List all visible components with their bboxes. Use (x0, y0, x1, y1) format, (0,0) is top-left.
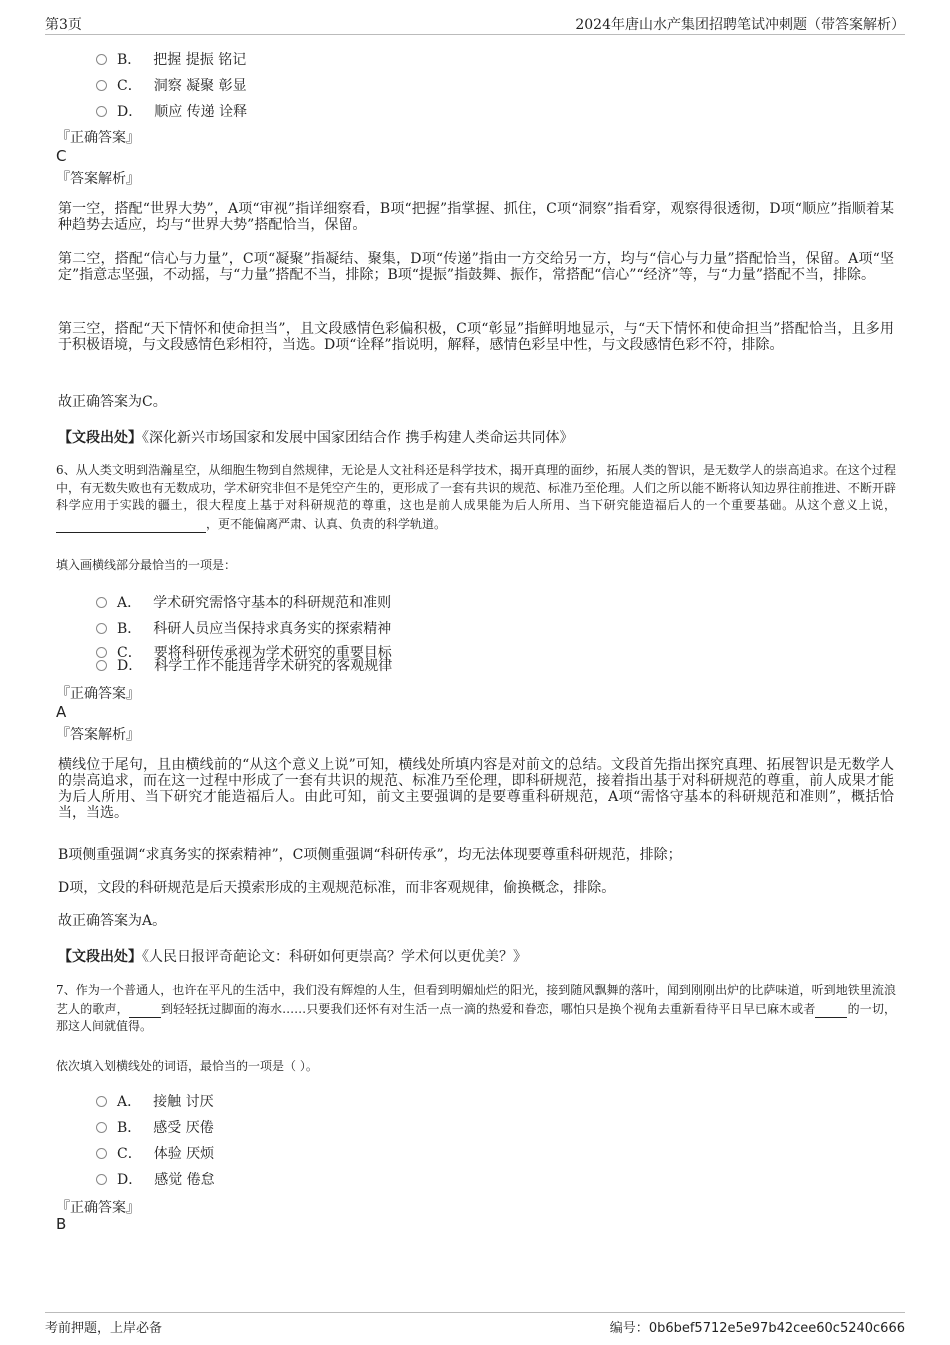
q7-option-c[interactable]: C． 体验 厌烦 (96, 1143, 214, 1163)
q6-analysis-p3: D项，文段的科研规范是后天摸索形成的主观规范标准，而非客观规律，偷换概念，排除。 (58, 880, 616, 896)
radio-icon[interactable] (96, 1148, 107, 1159)
q6-stem: 6、从人类文明到浩瀚星空，从细胞生物到自然规律，无论是人文社科还是科学技术，揭开真理的面纱，拓展人类的智识，是无数学人的崇高追求。在这个过程中，有无数失败也有无数成功，学术研究非但不是凭空产生的，更形成了一套有共识的规范、标准乃至伦理。人们之所以能不断将认知边界往前推进、不断开辟科学应用于实践的疆土，很大程度上基于对科研规范的尊重，这也是前人成果能为后人所用、当下研究能造福后人的一个重要基础。从这个意义上说， ，更不能偏离严肃、认真、负责的科学轨道。 (56, 462, 896, 533)
page-number: 第3页 (45, 17, 82, 33)
q6-option-c[interactable]: C． 要将科研传承视为学术研究的重要目标 (96, 642, 392, 662)
footer-code: 编号：0b6bef5712e5e97b42cee60c5240c666 (609, 1321, 905, 1336)
q5-analysis-label: 『答案解析』 (56, 171, 140, 187)
q6-blank (56, 515, 206, 534)
radio-icon[interactable] (96, 106, 107, 117)
radio-icon[interactable] (96, 660, 107, 671)
page-header (45, 12, 905, 35)
q5-answer-label: 『正确答案』 (56, 130, 140, 146)
q7-answer-label: 『正确答案』 (56, 1200, 140, 1216)
radio-icon[interactable] (96, 623, 107, 634)
q6-analysis-p4: 故正确答案为A。 (58, 913, 167, 929)
page-footer (45, 1312, 905, 1336)
q6-answer-label: 『正确答案』 (56, 686, 140, 702)
q7-option-a[interactable]: A． 接触 讨厌 (96, 1091, 214, 1111)
radio-icon[interactable] (96, 1174, 107, 1185)
q5-analysis-p2: 第二空，搭配“信心与力量”，C项“凝聚”指凝结、聚集，D项“传递”指由一方交给另一方，均与“信心与力量”搭配恰当，保留。A项“坚定”指意志坚强，不动摇，与“力量”搭配不当，排除；B项“提振”指鼓舞、振作，常搭配“信心”“经济”等，与“力量”搭配不当，排除。 (58, 251, 894, 283)
q6-answer: A (56, 703, 67, 721)
q6-option-b[interactable]: B． 科研人员应当保持求真务实的探索精神 (96, 618, 391, 638)
q5-analysis-p1: 第一空，搭配“世界大势”，A项“审视”指详细察看，B项“把握”指掌握、抓住，C项“洞察”指看穿，观察得很透彻，D项“顺应”指顺着某种趋势去适应，均与“世界大势”搭配恰当，保留。 (58, 201, 894, 233)
radio-icon[interactable] (96, 1096, 107, 1107)
q5-answer: C (56, 147, 67, 165)
q5-option-b[interactable]: B． 把握 提振 铭记 (96, 49, 246, 69)
q7-option-d[interactable]: D． 感觉 倦怠 (96, 1169, 215, 1189)
q5-option-c[interactable]: C． 洞察 凝聚 彰显 (96, 75, 247, 95)
q6-option-d[interactable]: D． 科学工作不能违背学术研究的客观规律 (96, 655, 392, 675)
q5-analysis-p3: 第三空，搭配“天下情怀和使命担当”，且文段感情色彩偏积极，C项“彰显”指鲜明地显示，与“天下情怀和使命担当”搭配恰当，且多用于积极语境，与文段感情色彩相符，当选。D项“诠释”指说明，解释，感情色彩呈中性，与文段感情色彩不符，排除。 (58, 321, 894, 353)
q7-blank-1 (129, 1000, 161, 1019)
q7-option-b[interactable]: B． 感受 厌倦 (96, 1117, 214, 1137)
q6-source: 【文段出处】《人民日报评奇葩论文：科研如何更崇高？学术何以更优美？》 (58, 949, 527, 965)
footer-slogan: 考前押题，上岸必备 (45, 1321, 163, 1336)
radio-icon[interactable] (96, 80, 107, 91)
q6-option-a[interactable]: A． 学术研究需恪守基本的科研规范和准则 (96, 592, 391, 612)
q7-answer: B (56, 1215, 67, 1233)
q5-analysis-p4: 故正确答案为C。 (58, 394, 167, 410)
q6-prompt: 填入画横线部分最恰当的一项是： (56, 558, 237, 572)
document-title: 2024年唐山水产集团招聘笔试冲刺题（带答案解析） (575, 17, 905, 33)
q5-option-d[interactable]: D． 顺应 传递 诠释 (96, 101, 247, 121)
q5-source: 【文段出处】《深化新兴市场国家和发展中国家团结合作 携手构建人类命运共同体》 (58, 430, 574, 446)
radio-icon[interactable] (96, 1122, 107, 1133)
q6-analysis-p2: B项侧重强调“求真务实的探索精神”，C项侧重强调“科研传承”，均无法体现要尊重科研规范，排除； (58, 847, 682, 863)
q7-prompt: 依次填入划横线处的词语，最恰当的一项是（ ）。 (56, 1059, 318, 1073)
q7-stem: 7、作为一个普通人，也许在平凡的生活中，我们没有辉煌的人生，但看到明媚灿烂的阳光，接到随风飘舞的落叶，闻到刚刚出炉的比萨味道，听到地铁里流浪艺人的歌声， 到轻轻抚过脚面的海水……只要我们还怀有对生活一点一滴的热爱和眷恋，哪怕只是换个视角去重新看待平日早已麻木或者 的一切，那这人间就值得。 (56, 983, 896, 1033)
q6-analysis-p1: 横线位于尾句，且由横线前的“从这个意义上说”可知，横线处所填内容是对前文的总结。文段首先指出探究真理、拓展智识是无数学人的崇高追求，而在这一过程中形成了一套有共识的规范、标准乃至伦理，即科研规范，接着指出基于对科研规范的尊重，前人成果才能为后人所用、当下研究才能造福后人。由此可知，前文主要强调的是要尊重科研规范，A项“需恪守基本的科研规范和准则”，概括恰当，当选。 (58, 757, 894, 821)
radio-icon[interactable] (96, 54, 107, 65)
q6-analysis-label: 『答案解析』 (56, 727, 140, 743)
q7-blank-2 (815, 1000, 847, 1019)
radio-icon[interactable] (96, 597, 107, 608)
